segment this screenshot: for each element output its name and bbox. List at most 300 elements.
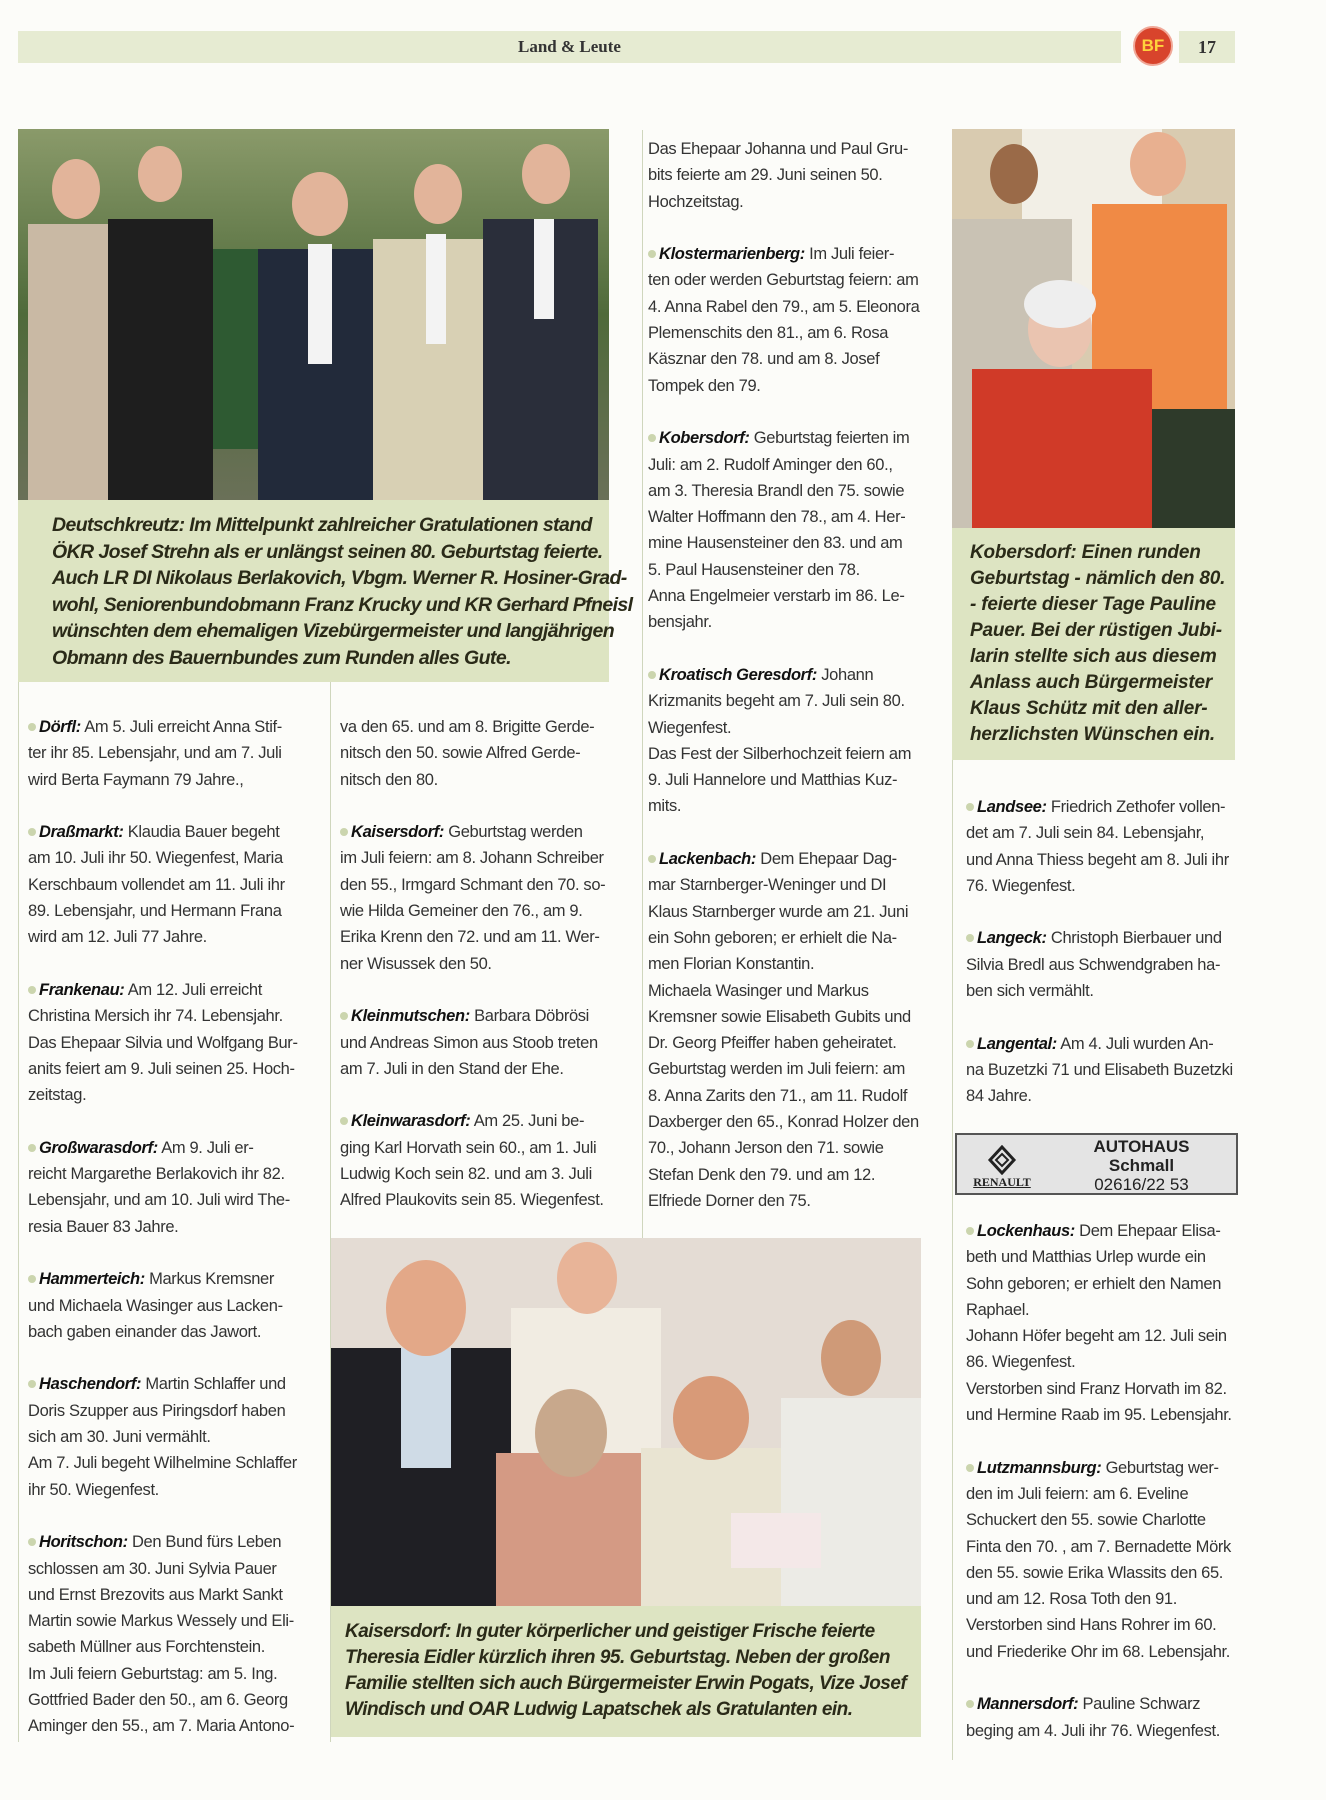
photo-caption-kobersdorf	[952, 528, 1235, 760]
place-name: Lutzmannsburg:	[977, 1458, 1102, 1477]
line-text: wie Hilda Gemeiner den 76., am 9.	[340, 902, 583, 921]
line-text: men Florian Konstantin.	[648, 955, 815, 974]
line-text: bits feierte am 29. Juni seinen 50.	[648, 166, 883, 185]
line-text: reicht Margarethe Berlakovich ihr 82.	[28, 1165, 285, 1184]
news-entry	[966, 1031, 1236, 1110]
line-text: schlossen am 30. Juni Sylvia Pauer	[28, 1559, 277, 1578]
entry-line	[28, 819, 328, 845]
place-name: Haschendorf:	[39, 1375, 142, 1394]
line-text: sabeth Müllner aus Forchtenstein.	[28, 1638, 265, 1657]
caption-line: Pauer. Bei der rüstigen Jubi-	[970, 620, 1222, 641]
line-text: Das Ehepaar Johanna und Paul Gru-	[648, 140, 908, 158]
place-name: Kroatisch Geresdorf:	[659, 665, 818, 684]
entry-line	[28, 740, 328, 766]
entry-line	[648, 1004, 948, 1030]
line-text: Barbara Döbrösi	[469, 1007, 589, 1026]
entry-line	[966, 1507, 1236, 1533]
entry-line	[648, 452, 948, 478]
bullet-icon	[648, 671, 656, 679]
caption-line: Geburtstag - nämlich den 80.	[970, 568, 1226, 589]
place-name: Landsee:	[977, 798, 1047, 816]
line-text: beging am 4. Juli ihr 76. Wiegenfest.	[966, 1721, 1220, 1740]
bullet-icon	[340, 1117, 348, 1125]
line-text: bach gaben einander das Jawort.	[28, 1322, 262, 1341]
caption-line: Kaisersdorf: In guter körperlicher und geistiger Frische feierte	[345, 1621, 875, 1642]
entry-line	[28, 1608, 328, 1634]
place-name: Kleinwarasdorf:	[351, 1112, 471, 1131]
news-entry	[966, 794, 1236, 899]
entry-line	[648, 925, 948, 951]
entry-line	[648, 793, 948, 819]
entry-line	[966, 1691, 1236, 1717]
line-text: ihr 50. Wiegenfest.	[28, 1480, 159, 1499]
line-text: wird am 12. Juli 77 Jahre.	[28, 928, 207, 947]
entry-line	[28, 1424, 328, 1450]
line-text: Dem Ehepaar Elisa-	[1074, 1222, 1221, 1240]
entry-line	[648, 1188, 948, 1214]
line-text: Käsznar den 78. und am 8. Josef	[648, 350, 880, 369]
entry-line	[648, 662, 948, 688]
entry-line	[966, 978, 1236, 1004]
line-text: Stefan Denk den 79. und am 12.	[648, 1165, 876, 1184]
line-text: ben sich vermählt.	[966, 982, 1094, 1001]
line-text: Dem Ehepaar Dag-	[756, 850, 897, 869]
entry-line	[648, 767, 948, 793]
entry-line	[28, 845, 328, 871]
line-text: Raphael.	[966, 1300, 1030, 1319]
line-text: ner Wisussek den 50.	[340, 954, 492, 973]
entry-line	[648, 478, 948, 504]
entry-line	[340, 767, 640, 793]
text-column-4	[966, 794, 1236, 1136]
caption-line: ÖKR Josef Strehn als er unlängst seinen 80. Geburtstag feierte.	[52, 540, 603, 563]
line-text: 89. Lebensjahr, und Hermann Frana	[28, 902, 282, 921]
bullet-icon	[648, 855, 656, 863]
line-text: mits.	[648, 797, 682, 816]
bullet-icon	[28, 1538, 36, 1546]
entry-line	[28, 1293, 328, 1319]
caption-line: Familie stellten sich auch Bürgermeister Erwin Pogats, Vize Josef	[345, 1673, 907, 1694]
caption-line: herzlichsten Wünschen ein.	[970, 724, 1216, 745]
line-text: Christina Mersich ihr 74. Lebensjahr.	[28, 1007, 283, 1026]
entry-line	[966, 1349, 1236, 1375]
entry-line	[28, 1687, 328, 1713]
line-text: und Andreas Simon aus Stoob treten	[340, 1033, 598, 1052]
entry-line	[28, 1477, 328, 1503]
line-text: am 7. Juli in den Stand der Ehe.	[340, 1059, 564, 1078]
news-entry	[28, 1529, 328, 1739]
column-divider	[18, 682, 19, 1742]
entry-line	[966, 1271, 1236, 1297]
photo-caption-kaisersdorf	[331, 1606, 921, 1737]
line-text: Friedrich Zethofer vollen-	[1046, 798, 1226, 816]
line-text: Verstorben sind Hans Rohrer im 60.	[966, 1616, 1217, 1635]
entry-line	[966, 1083, 1236, 1109]
news-entry	[966, 1455, 1236, 1665]
line-text: und Michaela Wasinger aus Lacken-	[28, 1296, 283, 1315]
line-text: Tompek den 79.	[648, 376, 761, 395]
entry-line	[28, 1450, 328, 1476]
entry-line	[648, 1109, 948, 1135]
place-name: Draßmarkt:	[39, 823, 124, 842]
caption-line: wünschten dem ehemaligen Vizebürgermeister und langjährigen	[52, 620, 615, 642]
line-text: anits feiert am 9. Juli seinen 25. Hoch-	[28, 1059, 295, 1078]
line-text: Das Fest der Silberhochzeit feiern am	[648, 744, 912, 763]
entry-line	[966, 1297, 1236, 1323]
entry-line	[340, 872, 640, 898]
entry-line	[648, 715, 948, 741]
entry-line	[648, 425, 948, 451]
line-text: Johann Höfer begeht am 12. Juli sein	[966, 1327, 1227, 1346]
bullet-icon	[28, 1275, 36, 1283]
caption-line: Deutschkreutz: Im Mittelpunkt zahlreicher Gratulationen stand	[52, 514, 592, 536]
news-entry	[28, 819, 328, 950]
line-text: ten oder werden Geburtstag feiern: am	[648, 271, 919, 290]
entry-line	[648, 688, 948, 714]
line-text: Geburtstag werden	[444, 823, 583, 842]
bullet-icon	[966, 934, 974, 942]
entry-line	[648, 846, 948, 872]
line-text: Geburtstag feierten im	[749, 429, 910, 448]
section-header-bar	[18, 31, 1121, 63]
place-name: Kleinmutschen:	[351, 1007, 470, 1026]
entry-line	[28, 1030, 328, 1056]
entry-line	[966, 1639, 1236, 1665]
line-text: va den 65. und am 8. Brigitte Gerde-	[340, 718, 595, 736]
place-name: Großwarasdorf:	[39, 1138, 158, 1157]
news-entry	[648, 425, 948, 635]
text-column-1	[28, 714, 328, 1766]
ad-brand: RENAULT	[973, 1175, 1031, 1189]
line-text: wird Berta Faymann 79 Jahre.,	[28, 770, 244, 789]
entry-line	[28, 714, 328, 740]
entry-line	[648, 557, 948, 583]
entry-line	[28, 1187, 328, 1213]
entry-line	[966, 1560, 1236, 1586]
line-text: Doris Szupper aus Piringsdorf haben	[28, 1401, 286, 1420]
ad-title: AUTOHAUS	[1093, 1137, 1190, 1156]
place-name: Mannersdorf:	[977, 1695, 1079, 1714]
photo-caption-deutschkreutz	[18, 500, 633, 682]
line-text: Christoph Bierbauer und	[1046, 929, 1222, 948]
news-entry	[28, 1135, 328, 1240]
photo-kobersdorf	[952, 129, 1235, 528]
line-text: Am 5. Juli erreicht Anna Stif-	[80, 718, 282, 736]
bullet-icon	[28, 986, 36, 994]
news-entry	[966, 1218, 1236, 1428]
line-text: bensjahr.	[648, 613, 712, 632]
text-column-2	[340, 714, 640, 1240]
entry-line	[340, 1161, 640, 1187]
line-text: Walter Hoffmann den 78., am 4. Her-	[648, 508, 906, 527]
caption-line: - feierte dieser Tage Pauline	[970, 594, 1216, 615]
entry-line	[340, 1030, 640, 1056]
entry-line	[28, 1214, 328, 1240]
entry-line	[28, 1003, 328, 1029]
line-text: den im Juli feiern: am 6. Eveline	[966, 1484, 1189, 1503]
entry-line	[28, 924, 328, 950]
line-text: 84 Jahre.	[966, 1087, 1032, 1106]
caption-line: Obmann des Bauernbundes zum Runden alles Gute.	[52, 646, 511, 669]
caption-line: Windisch und OAR Ludwig Lapatschek als Gratulanten ein.	[345, 1699, 853, 1720]
line-text: beth und Matthias Urlep wurde ein	[966, 1248, 1206, 1267]
entry-line	[28, 1371, 328, 1397]
news-entry	[28, 1266, 328, 1345]
entry-line	[966, 820, 1236, 846]
entry-line	[28, 1398, 328, 1424]
line-text: Silvia Bredl aus Schwendgraben ha-	[966, 955, 1221, 974]
entry-line	[28, 1556, 328, 1582]
entry-line	[648, 741, 948, 767]
entry-line	[966, 847, 1236, 873]
bullet-icon	[340, 828, 348, 836]
line-text: 8. Anna Zarits den 71., am 11. Rudolf	[648, 1086, 908, 1105]
entry-line	[648, 978, 948, 1004]
line-text: Lebensjahr, und am 10. Juli wird The-	[28, 1191, 290, 1210]
line-text: nitsch den 80.	[340, 770, 438, 789]
line-text: resia Bauer 83 Jahre.	[28, 1217, 179, 1236]
line-text: Martin sowie Markus Wessely und Eli-	[28, 1612, 294, 1631]
caption-line: wohl, Seniorenbundobmann Franz Krucky und KR Gerhard Pfneisl	[52, 593, 633, 616]
autohaus-advertisement	[955, 1133, 1238, 1195]
ad-phone: 02616/22 53	[1094, 1175, 1189, 1194]
entry-line	[966, 1612, 1236, 1638]
entry-line	[648, 872, 948, 898]
entry-line	[966, 1031, 1236, 1057]
line-text: Plemenschits den 81., am 6. Rosa	[648, 324, 889, 343]
news-entry	[648, 136, 948, 215]
news-entry	[966, 1691, 1236, 1744]
entry-line	[28, 1634, 328, 1660]
caption-line: Klaus Schütz mit den aller-	[970, 698, 1208, 719]
caption-line: larin stellte sich aus diesem	[970, 646, 1217, 667]
section-title: Land & Leute	[518, 37, 621, 56]
place-name: Hammerteich:	[39, 1270, 145, 1289]
entry-line	[340, 1056, 640, 1082]
place-name: Frankenau:	[39, 980, 125, 999]
entry-line	[28, 1713, 328, 1739]
bullet-icon	[648, 250, 656, 258]
entry-line	[28, 1056, 328, 1082]
bullet-icon	[28, 723, 36, 731]
line-text: und Friederike Ohr im 68. Lebensjahr.	[966, 1642, 1231, 1661]
entry-line	[648, 294, 948, 320]
entry-line	[648, 267, 948, 293]
line-text: mar Starnberger-Weninger und DI	[648, 876, 887, 895]
place-name: Klostermarienberg:	[659, 245, 805, 264]
caption-line: Kobersdorf: Einen runden	[970, 542, 1201, 563]
entry-line	[966, 1323, 1236, 1349]
line-text: Finta den 70. , am 7. Bernadette Mörk	[966, 1537, 1231, 1556]
line-text: Klaus Starnberger wurde am 21. Juni	[648, 902, 909, 921]
line-text: Michaela Wasinger und Markus	[648, 981, 869, 1000]
news-entry	[28, 1371, 328, 1502]
entry-line	[648, 373, 948, 399]
place-name: Kaisersdorf:	[351, 823, 444, 842]
bullet-icon	[966, 1040, 974, 1048]
line-text: und Anna Thiess begeht am 8. Juli ihr	[966, 850, 1229, 869]
entry-line	[966, 925, 1236, 951]
entry-line	[28, 898, 328, 924]
entry-line	[28, 1661, 328, 1687]
line-text: 70., Johann Jerson den 71. sowie	[648, 1139, 884, 1158]
line-text: 86. Wiegenfest.	[966, 1353, 1076, 1372]
entry-line	[648, 899, 948, 925]
entry-line	[966, 1218, 1236, 1244]
entry-line	[648, 1056, 948, 1082]
line-text: Am 12. Juli erreicht	[124, 980, 262, 999]
line-text: am 10. Juli ihr 50. Wiegenfest, Maria	[28, 849, 283, 868]
line-text: den 55., Irmgard Schmant den 70. so-	[340, 875, 606, 894]
news-entry	[340, 819, 640, 977]
line-text: nitsch den 50. sowie Alfred Gerde-	[340, 744, 581, 763]
entry-line	[28, 1582, 328, 1608]
line-text: Den Bund fürs Leben	[127, 1533, 282, 1552]
entry-line	[28, 767, 328, 793]
entry-line	[28, 1161, 328, 1187]
bf-logo-icon: BF	[1133, 26, 1173, 66]
line-text: Sohn geboren; er erhielt den Namen	[966, 1274, 1222, 1293]
line-text: 4. Anna Rabel den 79., am 5. Eleonora	[648, 297, 920, 316]
line-text: Juli: am 2. Rudolf Aminger den 60.,	[648, 455, 893, 474]
place-name: Langeck:	[977, 929, 1047, 948]
news-entry	[340, 714, 640, 793]
place-name: Langental:	[977, 1034, 1057, 1053]
line-text: mine Hausensteiner den 83. und am	[648, 534, 903, 553]
line-text: Pauline Schwarz	[1078, 1695, 1201, 1714]
line-text: det am 7. Juli sein 84. Lebensjahr,	[966, 824, 1205, 843]
line-text: Schuckert den 55. sowie Charlotte	[966, 1511, 1206, 1530]
line-text: Johann	[817, 665, 874, 684]
bullet-icon	[28, 1380, 36, 1388]
entry-line	[28, 977, 328, 1003]
line-text: im Juli feiern: am 8. Johann Schreiber	[340, 849, 604, 868]
line-text: Im Juli feier-	[804, 245, 895, 264]
entry-line	[340, 740, 640, 766]
news-entry	[340, 1108, 640, 1213]
entry-line	[28, 1082, 328, 1108]
column-divider	[642, 130, 643, 1238]
entry-line	[966, 952, 1236, 978]
entry-line	[966, 1586, 1236, 1612]
place-name: Horitschon:	[39, 1533, 128, 1552]
line-text: Krizmanits begeht am 7. Juli sein 80.	[648, 692, 905, 711]
entry-line	[966, 1718, 1236, 1744]
entry-line	[340, 819, 640, 845]
entry-line	[966, 1376, 1236, 1402]
line-text: Wiegenfest.	[648, 718, 732, 737]
line-text: Am 7. Juli begeht Wilhelmine Schlaffer	[28, 1454, 297, 1473]
entry-line	[648, 320, 948, 346]
entry-line	[340, 1187, 640, 1213]
line-text: 76. Wiegenfest.	[966, 876, 1076, 895]
place-name: Lockenhaus:	[977, 1222, 1075, 1240]
caption-line: Auch LR DI Nikolaus Berlakovich, Vbgm. Werner R. Hosiner-Grad-	[52, 567, 627, 589]
line-text: Das Ehepaar Silvia und Wolfgang Bur-	[28, 1033, 298, 1052]
photo-kaisersdorf	[331, 1238, 921, 1606]
line-text: Alfred Plaukovits sein 85. Wiegenfest.	[340, 1191, 604, 1210]
news-entry	[648, 846, 948, 1214]
line-text: ein Sohn geboren; er erhielt die Na-	[648, 928, 897, 947]
line-text: Aminger den 55., am 7. Maria Antono-	[28, 1717, 295, 1736]
text-column-3	[648, 136, 948, 1240]
bullet-icon	[966, 1464, 974, 1472]
news-entry	[648, 662, 948, 820]
ad-company-name: Schmall	[1108, 1156, 1175, 1175]
entry-line	[340, 1135, 640, 1161]
line-text: 9. Juli Hannelore und Matthias Kuz-	[648, 771, 898, 790]
entry-line	[648, 1135, 948, 1161]
line-text: und Ernst Brezovits aus Markt Sankt	[28, 1585, 283, 1604]
line-text: na Buzetzki 71 und Elisabeth Buzetzki	[966, 1060, 1233, 1079]
entry-line	[648, 530, 948, 556]
line-text: ter ihr 85. Lebensjahr, und am 7. Juli	[28, 744, 282, 763]
line-text: Verstorben sind Franz Horvath im 82.	[966, 1379, 1227, 1398]
entry-line	[340, 951, 640, 977]
entry-line	[648, 189, 948, 215]
renault-diamond-icon	[987, 1145, 1017, 1175]
entry-line	[966, 1481, 1236, 1507]
caption-line: Anlass auch Bürgermeister	[970, 672, 1213, 693]
news-entry	[648, 241, 948, 399]
news-entry	[966, 925, 1236, 1004]
entry-line	[966, 1455, 1236, 1481]
line-text: Markus Kremsner	[144, 1270, 275, 1289]
line-text: sich am 30. Juni vermählt.	[28, 1428, 211, 1447]
line-text: Im Juli feiern Geburtstag: am 5. Ing.	[28, 1664, 278, 1683]
column-divider	[952, 760, 953, 1760]
entry-line	[28, 1319, 328, 1345]
line-text: und Hermine Raab im 95. Lebensjahr.	[966, 1406, 1232, 1425]
line-text: Klaudia Bauer begeht	[123, 823, 280, 842]
line-text: Ludwig Koch sein 82. und am 3. Juli	[340, 1165, 592, 1184]
page-number: 17	[1179, 31, 1235, 63]
line-text: Am 9. Juli er-	[157, 1138, 254, 1157]
line-text: Erika Krenn den 72. und am 11. Wer-	[340, 928, 600, 947]
entry-line	[648, 504, 948, 530]
line-text: und am 12. Rosa Toth den 91.	[966, 1590, 1177, 1609]
place-name: Kobersdorf:	[659, 429, 750, 448]
bullet-icon	[966, 803, 974, 811]
bullet-icon	[28, 828, 36, 836]
news-entry	[28, 977, 328, 1108]
line-text: Hochzeitstag.	[648, 192, 744, 211]
entry-line	[340, 1003, 640, 1029]
entry-line	[28, 872, 328, 898]
line-text: 5. Paul Hausensteiner den 78.	[648, 560, 860, 579]
line-text: ging Karl Horvath sein 60., am 1. Juli	[340, 1138, 597, 1157]
entry-line	[648, 1030, 948, 1056]
entry-line	[28, 1266, 328, 1292]
line-text: den 55. sowie Erika Wlassits den 65.	[966, 1563, 1224, 1582]
line-text: Elfriede Dorner den 75.	[648, 1191, 811, 1210]
line-text: Kremsner sowie Elisabeth Gubits und	[648, 1007, 911, 1026]
entry-line	[340, 1108, 640, 1134]
photo-deutschkreutz	[18, 129, 609, 500]
news-entry	[28, 714, 328, 793]
line-text: am 3. Theresia Brandl den 75. sowie	[648, 481, 905, 500]
entry-line	[966, 1534, 1236, 1560]
entry-line	[648, 951, 948, 977]
line-text: zeitstag.	[28, 1086, 87, 1105]
entry-line	[648, 583, 948, 609]
place-name: Dörfl:	[39, 718, 81, 736]
line-text: Geburtstag wer-	[1101, 1458, 1219, 1477]
line-text: Dr. Georg Pfeiffer haben geheiratet.	[648, 1034, 897, 1053]
entry-line	[28, 1135, 328, 1161]
text-column-4-continued	[966, 1218, 1236, 1770]
bullet-icon	[340, 1012, 348, 1020]
